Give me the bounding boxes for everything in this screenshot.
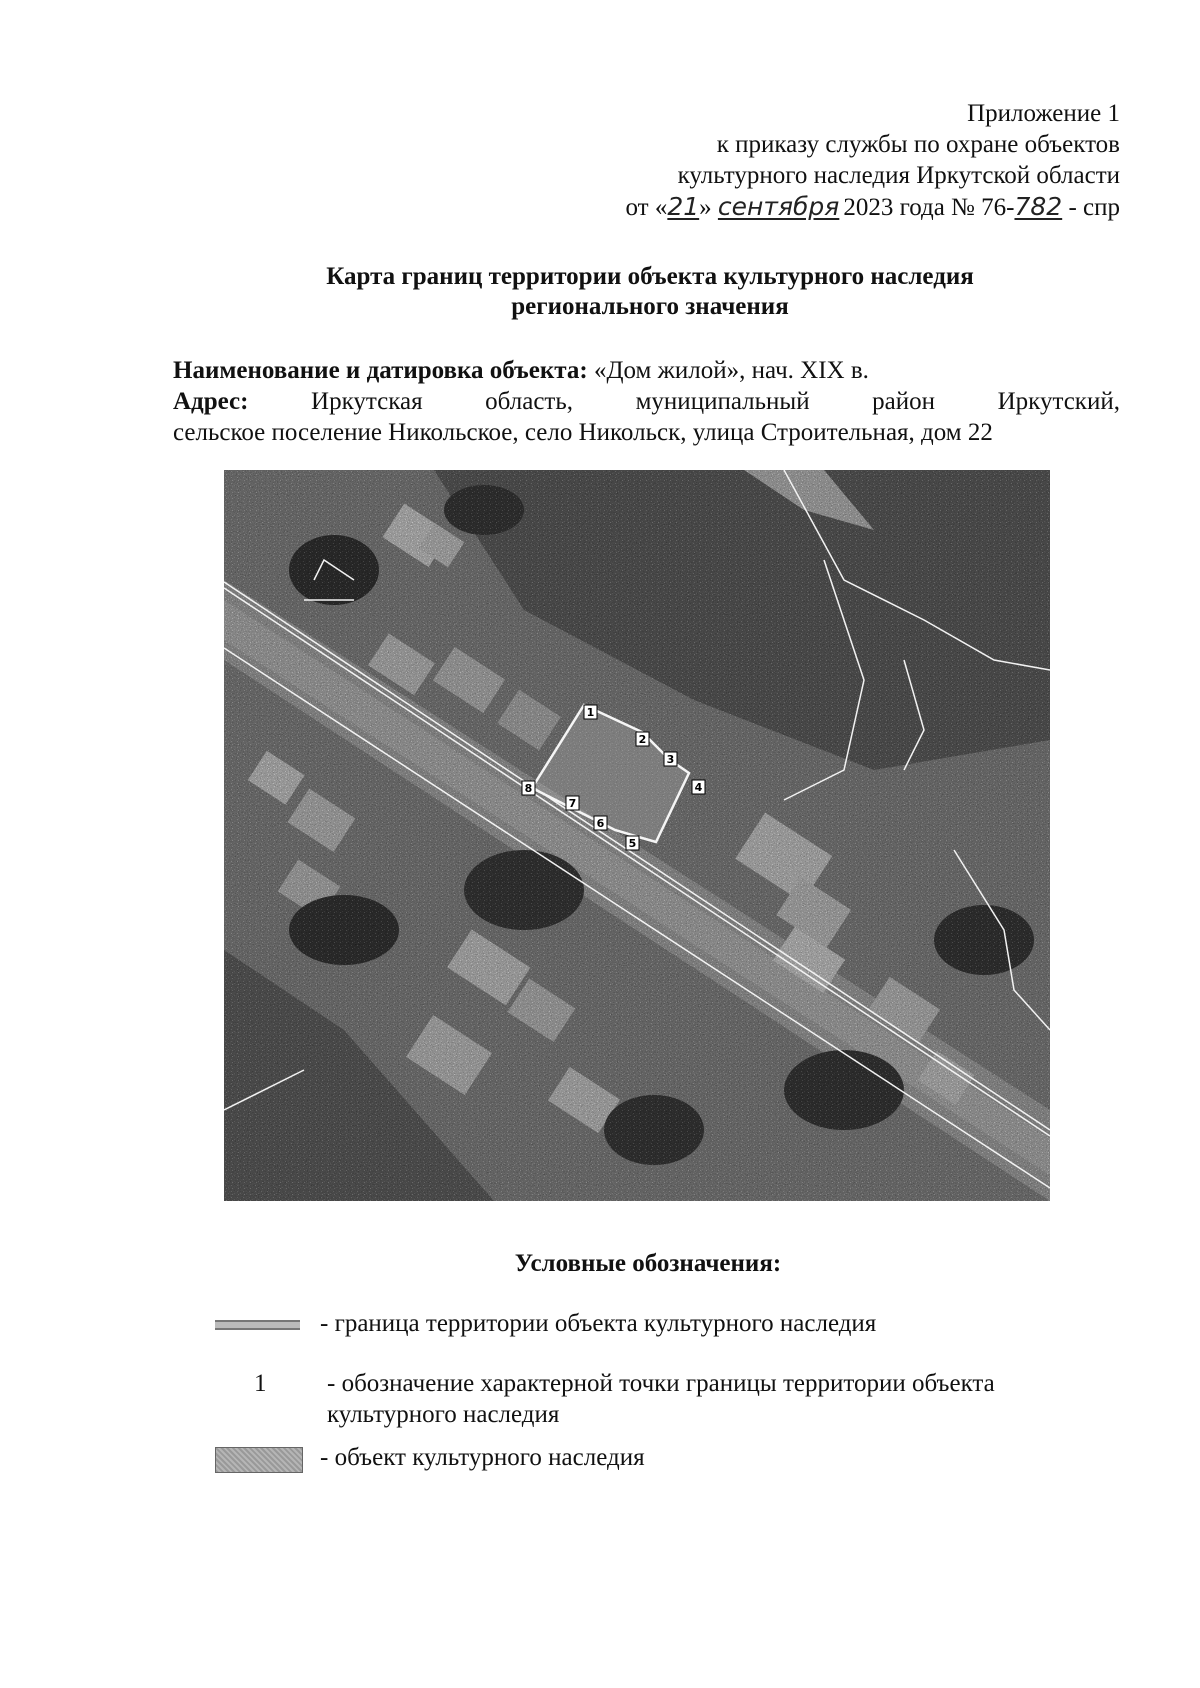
address-line-2: сельское поселение Никольское, село Никольск, улица Строительная, дом 22 (173, 419, 993, 446)
document-title (0, 262, 1200, 322)
address-label: Адрес: (173, 388, 249, 415)
title-line-2: регионального значения (511, 293, 789, 320)
map-point-marker (692, 780, 705, 794)
map-point-label: 1 (586, 706, 595, 719)
appendix-line-1: Приложение 1 (967, 100, 1120, 127)
aerial-map (224, 470, 1050, 1201)
address-word: Иркутский, (997, 388, 1120, 415)
title-line-1: Карта границ территории объекта культурного наследия (326, 263, 974, 290)
date-year: 2023 года № 76- (843, 194, 1015, 221)
object-name-row (173, 355, 1120, 386)
order-suffix: - спр (1068, 194, 1120, 221)
heritage-object-fill-symbol (215, 1447, 303, 1473)
legend-point-text-line-1: - обозначение характерной точки границы территории объекта (327, 1370, 995, 1397)
map-point-label: 2 (638, 733, 647, 746)
legend-point-text-line-2: культурного наследия (327, 1401, 560, 1428)
appendix-line-3: культурного наследия Иркутской области (677, 162, 1120, 189)
object-info (173, 355, 1120, 448)
map-point-marker (664, 752, 677, 766)
boundary-line-symbol (215, 1320, 300, 1330)
handwritten-month: сентября (717, 192, 840, 221)
handwritten-number: 782 (1014, 192, 1063, 221)
appendix-header (625, 98, 1120, 223)
legend-point-symbol: 1 (254, 1370, 267, 1397)
appendix-date-line (625, 191, 1120, 223)
map-point-label: 3 (666, 753, 675, 766)
object-name-value: «Дом жилой», нач. XIX в. (593, 357, 869, 384)
address-word: Иркутская (311, 388, 423, 415)
legend-boundary-text: - граница территории объекта культурного наследия (320, 1310, 877, 1337)
map-point-label: 6 (596, 817, 605, 830)
address-row (173, 386, 1120, 417)
map-point-label: 4 (694, 781, 703, 794)
map-point-marker (594, 816, 607, 830)
legend-title (0, 1250, 1200, 1278)
legend-title-text: Условные обозначения: (514, 1250, 782, 1277)
address-word: область, (485, 388, 574, 415)
map-point-marker (584, 705, 597, 719)
legend-object-text: - объект культурного наследия (320, 1444, 645, 1471)
address-word: район (872, 388, 936, 415)
map-point-marker (522, 781, 535, 795)
appendix-line-2: к приказу службы по охране объектов (716, 131, 1120, 158)
date-prefix: от « (625, 194, 668, 221)
map-point-marker (626, 836, 639, 850)
date-mid: » (699, 194, 718, 221)
handwritten-day: 21 (667, 192, 700, 221)
map-point-label: 7 (568, 797, 577, 810)
object-name-label: Наименование и датировка объекта: (173, 357, 588, 384)
map-point-marker (636, 732, 649, 746)
map-point-label: 5 (628, 837, 637, 850)
map-point-marker (566, 796, 579, 810)
aerial-map-image (224, 470, 1050, 1201)
map-point-label: 8 (524, 782, 533, 795)
address-word: муниципальный (635, 388, 810, 415)
legend-point-text (327, 1368, 995, 1430)
